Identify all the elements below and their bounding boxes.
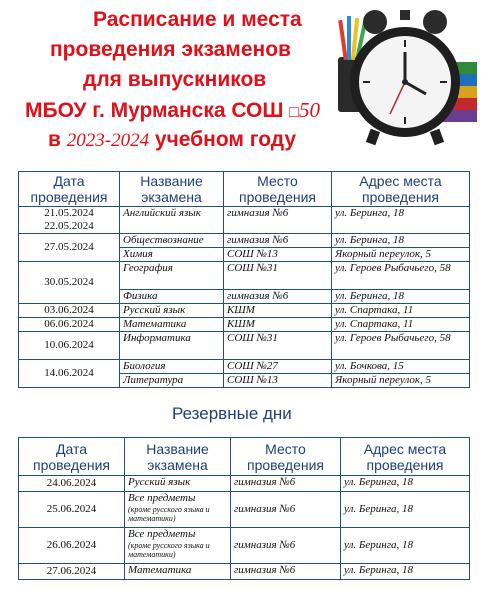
header-exam: Название экзамена xyxy=(125,438,231,476)
address-cell: ул. Беринга, 18 xyxy=(341,492,470,528)
exam-note: (кроме русского языка и математики) xyxy=(128,541,210,559)
table-row xyxy=(19,528,470,564)
place-cell: гимназия №6 xyxy=(224,234,332,248)
exam-cell: Английский язык xyxy=(120,207,224,234)
table-row xyxy=(19,360,470,374)
exam-cell xyxy=(125,492,231,528)
address-cell: ул. Беринга, 18 xyxy=(332,290,470,304)
exam-cell: Русский язык xyxy=(125,476,231,492)
header-address: Адрес места проведения xyxy=(332,172,470,207)
address-cell: ул. Беринга, 18 xyxy=(332,234,470,248)
address-cell: ул. Бочкова, 15 xyxy=(332,360,470,374)
address-cell: ул. Беринга, 18 xyxy=(341,476,470,492)
place-cell: гимназия №6 xyxy=(231,528,341,564)
address-cell: Якорный переулок, 5 xyxy=(332,374,470,388)
exam-cell: Химия xyxy=(120,248,224,262)
table-row xyxy=(19,234,470,248)
date-cell: 10.06.2024 xyxy=(19,332,120,360)
reserve-schedule-table xyxy=(18,437,470,580)
number-symbol: □ xyxy=(289,104,299,121)
school-number: 50 xyxy=(298,98,320,122)
exam-cell: Обществознание xyxy=(120,234,224,248)
table-row xyxy=(19,492,470,528)
header-exam: Название экзамена xyxy=(120,172,224,207)
exam-cell: Физика xyxy=(120,290,224,304)
table-header-row xyxy=(19,438,470,476)
place-cell: СОШ №27 xyxy=(224,360,332,374)
title-line-2: проведения экзаменов xyxy=(50,38,291,61)
header-address: Адрес места проведения xyxy=(341,438,470,476)
date-cell: 27.05.2024 xyxy=(19,234,120,262)
date-cell: 25.06.2024 xyxy=(19,492,125,528)
title-line-5 xyxy=(48,128,296,153)
place-cell: гимназия №6 xyxy=(231,564,341,580)
year-prefix: в xyxy=(48,128,67,151)
exam-name: Все предметы xyxy=(128,528,196,540)
place-cell: СОШ №31 xyxy=(224,262,332,290)
date-cell: 06.06.2024 xyxy=(19,318,120,332)
place-cell: гимназия №6 xyxy=(231,476,341,492)
year-suffix: учебном году xyxy=(149,128,297,151)
school-name: МБОУ г. Мурманска СОШ xyxy=(25,99,290,122)
place-cell: СОШ №13 xyxy=(224,248,332,262)
exam-schedule-table xyxy=(18,171,470,388)
alarm-clock-icon xyxy=(330,2,480,152)
address-cell: Якорный переулок, 5 xyxy=(332,248,470,262)
address-cell: ул. Беринга, 18 xyxy=(341,564,470,580)
title-line-4 xyxy=(25,98,320,125)
exam-cell: Биология xyxy=(120,360,224,374)
exam-cell: Русский язык xyxy=(120,304,224,318)
exam-note: (кроме русского языка и математики) xyxy=(128,505,210,523)
date-cell: 24.06.2024 xyxy=(19,476,125,492)
place-cell: гимназия №6 xyxy=(224,207,332,234)
header xyxy=(0,0,483,165)
header-date: Дата проведения xyxy=(19,172,120,207)
table-row xyxy=(19,304,470,318)
exam-name: Все предметы xyxy=(128,492,196,504)
header-place: Место проведения xyxy=(231,438,341,476)
place-cell: СОШ №13 xyxy=(224,374,332,388)
title-line-3: для выпускников xyxy=(83,68,267,91)
address-cell: ул. Беринга, 18 xyxy=(332,207,470,234)
place-cell: СОШ №31 xyxy=(224,332,332,360)
academic-year: 2023-2024 xyxy=(66,130,150,151)
date-cell: 30.05.2024 xyxy=(19,262,120,304)
table-row xyxy=(19,564,470,580)
table-header-row xyxy=(19,172,470,207)
address-cell: ул. Героев Рыбачьего, 58 xyxy=(332,332,470,360)
date-cell: 21.05.2024 22.05.2024 xyxy=(19,207,120,234)
table-row xyxy=(19,332,470,360)
table-row xyxy=(19,207,470,234)
exam-cell: Литература xyxy=(120,374,224,388)
date-cell: 27.06.2024 xyxy=(19,564,125,580)
address-cell: ул. Беринга, 18 xyxy=(341,528,470,564)
place-cell: КШМ xyxy=(224,318,332,332)
exam-cell: Математика xyxy=(125,564,231,580)
exam-cell: Информатика xyxy=(120,332,224,360)
address-cell: ул. Спартака, 11 xyxy=(332,318,470,332)
address-cell: ул. Спартака, 11 xyxy=(332,304,470,318)
place-cell: гимназия №6 xyxy=(224,290,332,304)
table-row xyxy=(19,262,470,290)
place-cell: гимназия №6 xyxy=(231,492,341,528)
date-cell: 26.06.2024 xyxy=(19,528,125,564)
date-cell: 14.06.2024 xyxy=(19,360,120,388)
table-row xyxy=(19,318,470,332)
title-line-1: Расписание и места xyxy=(93,8,302,31)
exam-cell: География xyxy=(120,262,224,290)
place-cell: КШМ xyxy=(224,304,332,318)
exam-cell: Математика xyxy=(120,318,224,332)
header-date: Дата проведения xyxy=(19,438,125,476)
reserve-days-title: Резервные дни xyxy=(172,404,292,423)
address-cell: ул. Героев Рыбачьего, 58 xyxy=(332,262,470,290)
header-place: Место проведения xyxy=(224,172,332,207)
exam-cell xyxy=(125,528,231,564)
date-cell: 03.06.2024 xyxy=(19,304,120,318)
table-row xyxy=(19,476,470,492)
